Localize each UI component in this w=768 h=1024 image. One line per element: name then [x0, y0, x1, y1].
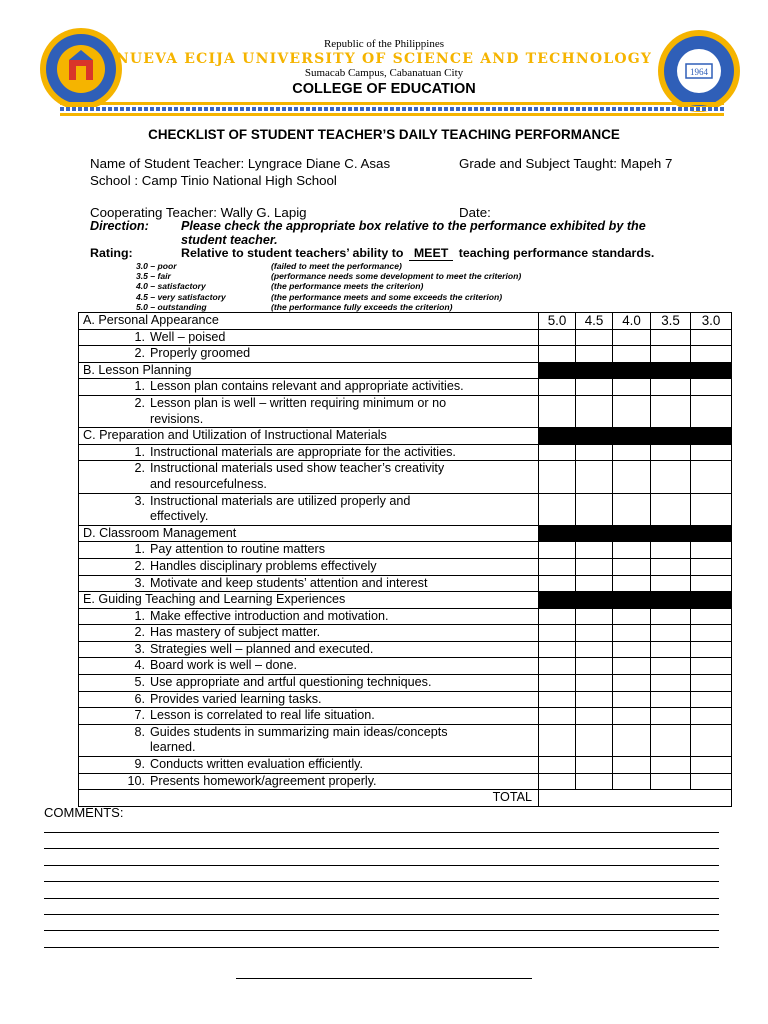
score-checkbox-cell[interactable]	[613, 641, 651, 658]
score-checkbox-cell[interactable]	[613, 329, 651, 346]
criterion-number: 8.	[134, 724, 145, 739]
score-checkbox-cell[interactable]	[539, 329, 576, 346]
score-column-header: 4.5	[576, 313, 613, 330]
score-checkbox-cell	[539, 428, 576, 445]
criterion-text-line: revisions.	[150, 411, 204, 426]
score-checkbox-cell[interactable]	[691, 558, 732, 575]
total-value-cell[interactable]	[539, 790, 732, 807]
score-checkbox-cell[interactable]	[576, 444, 613, 461]
score-checkbox-cell[interactable]	[651, 608, 691, 625]
score-checkbox-cell[interactable]	[691, 675, 732, 692]
criterion-number: 10.	[127, 773, 145, 788]
checklist-table	[78, 312, 732, 807]
score-checkbox-cell[interactable]	[576, 675, 613, 692]
score-checkbox-cell	[613, 428, 651, 445]
score-checkbox-cell[interactable]	[651, 641, 691, 658]
score-checkbox-cell[interactable]	[613, 558, 651, 575]
score-checkbox-cell[interactable]	[576, 461, 613, 493]
score-checkbox-cell[interactable]	[613, 757, 651, 774]
total-label: TOTAL	[79, 790, 539, 807]
score-checkbox-cell[interactable]	[613, 625, 651, 642]
score-checkbox-cell[interactable]	[539, 608, 576, 625]
criterion-text-line: and resourcefulness.	[150, 476, 267, 491]
header-divider-blue	[60, 107, 724, 111]
criterion-text-line: Use appropriate and artful questioning techniques.	[150, 675, 432, 690]
criterion-cell	[79, 575, 539, 592]
score-checkbox-cell	[576, 525, 613, 542]
criterion-text	[150, 642, 534, 658]
score-checkbox-cell[interactable]	[691, 608, 732, 625]
score-checkbox-cell[interactable]	[651, 493, 691, 525]
score-checkbox-cell	[691, 525, 732, 542]
criterion-cell	[79, 444, 539, 461]
criterion-text	[150, 559, 534, 575]
section-header-row	[79, 313, 732, 330]
score-checkbox-cell[interactable]	[691, 346, 732, 363]
score-checkbox-cell[interactable]	[651, 773, 691, 790]
score-column-header: 3.0	[691, 313, 732, 330]
score-checkbox-cell[interactable]	[613, 724, 651, 756]
score-checkbox-cell[interactable]	[539, 757, 576, 774]
criterion-row	[79, 444, 732, 461]
score-checkbox-cell[interactable]	[613, 691, 651, 708]
criterion-text-line: Instructional materials are appropriate for the activities.	[150, 444, 456, 459]
criterion-row	[79, 691, 732, 708]
score-checkbox-cell[interactable]	[539, 379, 576, 396]
direction-text-line2: student teacher.	[181, 233, 278, 247]
section-header-row	[79, 362, 732, 379]
criterion-cell	[79, 757, 539, 774]
criterion-row	[79, 329, 732, 346]
score-checkbox-cell[interactable]	[691, 773, 732, 790]
score-column-header: 5.0	[539, 313, 576, 330]
score-checkbox-cell[interactable]	[691, 724, 732, 756]
rating-scale-score: 3.0 – poor	[136, 261, 177, 271]
score-checkbox-cell[interactable]	[539, 461, 576, 493]
score-checkbox-cell[interactable]	[539, 558, 576, 575]
criterion-text	[150, 379, 534, 395]
criterion-text	[150, 609, 534, 625]
criterion-text-line: Provides varied learning tasks.	[150, 691, 322, 706]
criterion-cell	[79, 708, 539, 725]
criterion-text	[150, 757, 534, 773]
criterion-cell	[79, 379, 539, 396]
score-checkbox-cell[interactable]	[691, 708, 732, 725]
score-checkbox-cell[interactable]	[576, 625, 613, 642]
score-checkbox-cell[interactable]	[576, 724, 613, 756]
score-checkbox-cell[interactable]	[576, 493, 613, 525]
score-checkbox-cell[interactable]	[691, 461, 732, 493]
criterion-text-line: Lesson is correlated to real life situation.	[150, 708, 375, 723]
score-checkbox-cell[interactable]	[576, 379, 613, 396]
criterion-text	[150, 708, 534, 724]
criterion-number: 6.	[134, 691, 145, 706]
criterion-row	[79, 379, 732, 396]
criterion-number: 4.	[134, 658, 145, 673]
score-checkbox-cell[interactable]	[651, 658, 691, 675]
rating-text-post: teaching performance standards.	[458, 246, 655, 260]
criterion-text-line: Lesson plan is well – written requiring minimum or no	[150, 395, 447, 410]
criterion-cell	[79, 346, 539, 363]
criterion-text-line: Pay attention to routine matters	[150, 542, 326, 557]
score-checkbox-cell[interactable]	[576, 773, 613, 790]
criterion-text-line: Properly groomed	[150, 346, 251, 361]
comment-line[interactable]	[44, 898, 719, 899]
score-checkbox-cell[interactable]	[691, 625, 732, 642]
criterion-number: 3.	[134, 575, 145, 590]
score-checkbox-cell[interactable]	[539, 773, 576, 790]
score-checkbox-cell[interactable]	[691, 658, 732, 675]
comment-line[interactable]	[44, 865, 719, 866]
score-checkbox-cell[interactable]	[539, 724, 576, 756]
criterion-row	[79, 724, 732, 756]
criterion-number: 3.	[134, 641, 145, 656]
criterion-text	[150, 445, 534, 461]
score-column-header: 4.0	[613, 313, 651, 330]
score-checkbox-cell[interactable]	[691, 379, 732, 396]
score-checkbox-cell[interactable]	[576, 608, 613, 625]
criterion-number: 1.	[134, 329, 145, 344]
score-checkbox-cell[interactable]	[539, 346, 576, 363]
score-checkbox-cell[interactable]	[613, 608, 651, 625]
criterion-cell	[79, 329, 539, 346]
score-checkbox-cell[interactable]	[539, 658, 576, 675]
score-checkbox-cell[interactable]	[539, 444, 576, 461]
score-checkbox-cell[interactable]	[651, 329, 691, 346]
score-checkbox-cell[interactable]	[613, 675, 651, 692]
criterion-row	[79, 675, 732, 692]
score-checkbox-cell[interactable]	[613, 658, 651, 675]
criterion-number: 2.	[134, 346, 145, 361]
student-teacher-field: Name of Student Teacher: Lyngrace Diane C. Asas	[90, 156, 391, 171]
rating-meet-emphasis: MEET	[409, 246, 453, 261]
republic-heading: Republic of the Philippines	[323, 38, 445, 50]
total-row	[79, 790, 732, 807]
score-checkbox-cell[interactable]	[691, 757, 732, 774]
score-checkbox-cell[interactable]	[539, 708, 576, 725]
criterion-text-line: Lesson plan contains relevant and appropriate activities.	[150, 379, 464, 394]
score-checkbox-cell	[691, 428, 732, 445]
criterion-text-line: Strategies well – planned and executed.	[150, 641, 374, 656]
section-header-row	[79, 428, 732, 445]
grade-subject-field: Grade and Subject Taught: Mapeh 7	[459, 156, 673, 171]
score-checkbox-cell[interactable]	[576, 641, 613, 658]
cooperating-teacher-field: Cooperating Teacher: Wally G. Lapig	[90, 205, 307, 220]
score-checkbox-cell	[613, 592, 651, 609]
section-title: E. Guiding Teaching and Learning Experiences	[79, 592, 539, 609]
criterion-row	[79, 608, 732, 625]
score-checkbox-cell[interactable]	[576, 329, 613, 346]
score-checkbox-cell[interactable]	[576, 346, 613, 363]
score-checkbox-cell[interactable]	[539, 625, 576, 642]
criterion-row	[79, 641, 732, 658]
score-checkbox-cell[interactable]	[651, 346, 691, 363]
score-checkbox-cell[interactable]	[613, 708, 651, 725]
direction-text-line1: Please check the appropriate box relative to the performance exhibited by the	[181, 219, 646, 233]
comment-line[interactable]	[44, 848, 719, 849]
score-checkbox-cell	[613, 362, 651, 379]
rating-scale-score: 4.5 – very satisfactory	[136, 291, 226, 302]
criterion-text-line: Presents homework/agreement properly.	[150, 773, 377, 788]
criterion-text-line: Handles disciplinary problems effectively	[150, 558, 377, 573]
signature-line	[236, 978, 532, 979]
score-checkbox-cell	[576, 428, 613, 445]
university-name: NUEVA ECIJA UNIVERSITY OF SCIENCE AND TECHNOLOGY	[115, 51, 653, 67]
criterion-row	[79, 575, 732, 592]
header-divider-gold	[60, 102, 724, 105]
score-checkbox-cell[interactable]	[539, 542, 576, 559]
score-checkbox-cell[interactable]	[651, 625, 691, 642]
score-checkbox-cell[interactable]	[691, 395, 732, 427]
rating-scale-description: (the performance fully exceeds the criterion)	[271, 301, 453, 312]
criterion-text-line: Instructional materials used show teacher’s creativity	[150, 461, 445, 476]
criterion-row	[79, 625, 732, 642]
criterion-cell	[79, 493, 539, 525]
score-checkbox-cell[interactable]	[651, 444, 691, 461]
criterion-row	[79, 658, 732, 675]
score-checkbox-cell[interactable]	[691, 575, 732, 592]
score-checkbox-cell[interactable]	[576, 575, 613, 592]
criterion-text-line: Motivate and keep students’ attention and interest	[150, 575, 428, 590]
criterion-cell	[79, 558, 539, 575]
direction-label: Direction:	[90, 219, 149, 233]
campus-name: Sumacab Campus, Cabanatuan City	[304, 67, 464, 79]
score-checkbox-cell[interactable]	[576, 542, 613, 559]
rating-scale-description: (performance needs some development to meet the criterion)	[271, 271, 522, 282]
criterion-number: 3.	[134, 493, 145, 508]
criterion-cell	[79, 675, 539, 692]
comment-line[interactable]	[44, 832, 719, 833]
score-checkbox-cell[interactable]	[576, 395, 613, 427]
criterion-text-line: Board work is well – done.	[150, 658, 297, 673]
section-title: B. Lesson Planning	[79, 362, 539, 379]
score-checkbox-cell	[539, 362, 576, 379]
criterion-text-line: effectively.	[150, 509, 209, 524]
score-checkbox-cell[interactable]	[691, 444, 732, 461]
score-checkbox-cell[interactable]	[651, 379, 691, 396]
score-checkbox-cell[interactable]	[576, 658, 613, 675]
criterion-text	[150, 658, 534, 674]
criterion-text-line: Well – poised	[150, 329, 226, 344]
section-title: C. Preparation and Utilization of Instructional Materials	[79, 428, 539, 445]
criterion-row	[79, 708, 732, 725]
criterion-text	[150, 542, 534, 558]
score-checkbox-cell[interactable]	[691, 329, 732, 346]
criterion-text-line: learned.	[150, 740, 196, 755]
criterion-text	[150, 725, 534, 756]
criterion-cell	[79, 461, 539, 493]
criterion-number: 1.	[134, 542, 145, 557]
criterion-text	[150, 576, 534, 592]
criterion-number: 1.	[134, 444, 145, 459]
criterion-cell	[79, 658, 539, 675]
score-checkbox-cell	[691, 362, 732, 379]
criterion-text	[150, 774, 534, 790]
score-checkbox-cell[interactable]	[613, 444, 651, 461]
date-field: Date:	[459, 205, 491, 220]
criterion-text	[150, 625, 534, 641]
score-checkbox-cell	[613, 525, 651, 542]
score-checkbox-cell[interactable]	[651, 708, 691, 725]
score-checkbox-cell	[576, 592, 613, 609]
score-checkbox-cell[interactable]	[613, 395, 651, 427]
criterion-cell	[79, 542, 539, 559]
rating-scale-description: (the performance meets the criterion)	[271, 281, 424, 292]
score-checkbox-cell	[576, 362, 613, 379]
criterion-text-line: Make effective introduction and motivation.	[150, 608, 389, 623]
criterion-row	[79, 773, 732, 790]
criterion-text-line: Has mastery of subject matter.	[150, 625, 321, 640]
criterion-cell	[79, 641, 539, 658]
score-checkbox-cell[interactable]	[539, 493, 576, 525]
rating-scale-score: 5.0 – outstanding	[136, 301, 207, 312]
section-header-row	[79, 592, 732, 609]
comment-line[interactable]	[44, 914, 719, 915]
criterion-text	[150, 675, 534, 691]
score-checkbox-cell[interactable]	[613, 493, 651, 525]
criterion-number: 9.	[134, 757, 145, 772]
score-checkbox-cell[interactable]	[691, 493, 732, 525]
score-checkbox-cell[interactable]	[613, 575, 651, 592]
comment-line[interactable]	[44, 930, 719, 931]
score-checkbox-cell[interactable]	[691, 641, 732, 658]
header-divider-gold-2	[60, 113, 724, 116]
section-header-row	[79, 525, 732, 542]
score-checkbox-cell	[651, 525, 691, 542]
criterion-row	[79, 395, 732, 427]
score-checkbox-cell[interactable]	[651, 724, 691, 756]
criterion-number: 2.	[134, 395, 145, 410]
criterion-cell	[79, 608, 539, 625]
score-checkbox-cell[interactable]	[613, 379, 651, 396]
score-checkbox-cell[interactable]	[651, 757, 691, 774]
score-checkbox-cell[interactable]	[651, 675, 691, 692]
score-checkbox-cell[interactable]	[576, 558, 613, 575]
score-checkbox-cell[interactable]	[539, 675, 576, 692]
criterion-cell	[79, 773, 539, 790]
criterion-row	[79, 493, 732, 525]
score-checkbox-cell[interactable]	[576, 708, 613, 725]
criterion-row	[79, 542, 732, 559]
criterion-text	[150, 330, 534, 346]
score-checkbox-cell[interactable]	[651, 461, 691, 493]
score-checkbox-cell[interactable]	[613, 773, 651, 790]
score-checkbox-cell	[651, 362, 691, 379]
rating-scale-score: 4.0 – satisfactory	[136, 281, 206, 292]
seal-year-text: 1964	[690, 67, 708, 77]
score-checkbox-cell[interactable]	[576, 691, 613, 708]
rating-scale-description: (failed to meet the performance)	[271, 261, 402, 271]
score-checkbox-cell[interactable]	[691, 691, 732, 708]
rating-label: Rating:	[90, 246, 133, 260]
score-checkbox-cell	[539, 592, 576, 609]
score-checkbox-cell[interactable]	[613, 461, 651, 493]
score-checkbox-cell[interactable]	[651, 691, 691, 708]
criterion-text	[150, 461, 534, 492]
score-checkbox-cell[interactable]	[651, 542, 691, 559]
rating-text-pre: Relative to student teachers’ ability to	[181, 246, 404, 260]
comment-line[interactable]	[44, 881, 719, 882]
criterion-cell	[79, 395, 539, 427]
criterion-row	[79, 346, 732, 363]
rating-text	[181, 246, 654, 261]
form-title: CHECKLIST OF STUDENT TEACHER’S DAILY TEACHING PERFORMANCE	[148, 127, 620, 142]
criterion-row	[79, 461, 732, 493]
criterion-text-line: Guides students in summarizing main ideas/concepts	[150, 724, 448, 739]
criterion-number: 2.	[134, 558, 145, 573]
score-checkbox-cell	[651, 592, 691, 609]
criterion-text	[150, 396, 534, 427]
rating-scale-description: (the performance meets and some exceeds the criterion)	[271, 291, 503, 302]
score-checkbox-cell[interactable]	[613, 542, 651, 559]
criterion-text	[150, 346, 534, 362]
score-checkbox-cell[interactable]	[651, 395, 691, 427]
score-checkbox-cell[interactable]	[651, 575, 691, 592]
criterion-row	[79, 757, 732, 774]
rating-scale-score: 3.5 – fair	[136, 271, 171, 282]
criterion-row	[79, 558, 732, 575]
comment-line[interactable]	[44, 947, 719, 948]
criterion-cell	[79, 625, 539, 642]
score-checkbox-cell[interactable]	[651, 558, 691, 575]
criterion-number: 7.	[134, 708, 145, 723]
score-checkbox-cell	[651, 428, 691, 445]
criterion-text	[150, 692, 534, 708]
criterion-number: 1.	[134, 608, 145, 623]
criterion-number: 5.	[134, 675, 145, 690]
criterion-text	[150, 494, 534, 525]
score-checkbox-cell[interactable]	[613, 346, 651, 363]
score-checkbox-cell[interactable]	[539, 575, 576, 592]
section-title: D. Classroom Management	[79, 525, 539, 542]
college-name: COLLEGE OF EDUCATION	[292, 81, 476, 97]
score-checkbox-cell[interactable]	[539, 691, 576, 708]
criterion-cell	[79, 691, 539, 708]
criterion-number: 2.	[134, 625, 145, 640]
score-checkbox-cell[interactable]	[539, 395, 576, 427]
school-field: School : Camp Tinio National High School	[90, 173, 337, 188]
criterion-number: 1.	[134, 379, 145, 394]
criterion-number: 2.	[134, 461, 145, 476]
comments-label: COMMENTS:	[44, 805, 124, 820]
criterion-text-line: Instructional materials are utilized properly and	[150, 493, 411, 508]
score-checkbox-cell[interactable]	[539, 641, 576, 658]
section-title: A. Personal Appearance	[79, 313, 539, 330]
score-checkbox-cell[interactable]	[576, 757, 613, 774]
score-checkbox-cell	[539, 525, 576, 542]
score-column-header: 3.5	[651, 313, 691, 330]
criterion-cell	[79, 724, 539, 756]
criterion-text-line: Conducts written evaluation efficiently.	[150, 757, 364, 772]
score-checkbox-cell[interactable]	[691, 542, 732, 559]
score-checkbox-cell	[691, 592, 732, 609]
